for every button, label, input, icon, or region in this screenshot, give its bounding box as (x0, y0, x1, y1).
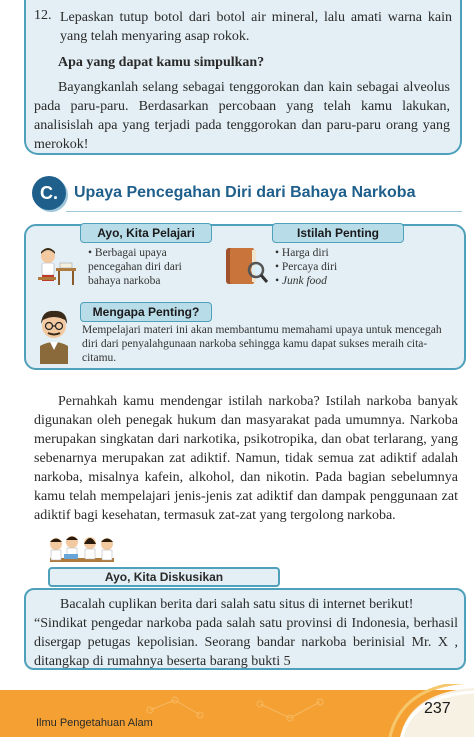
step-number: 12. (34, 8, 52, 23)
conclusion-heading: Apa yang dapat kamu simpulkan? (58, 55, 265, 70)
book-title: Ilmu Pengetahuan Alam (36, 717, 153, 729)
term-item: • Percaya diri (275, 260, 395, 274)
step-text: Lepaskan tutup botol dari botol air mineral, lalu amati warna kain yang telah menyaring asap rokok. (60, 10, 452, 44)
why-text: Mempelajari materi ini akan membantumu memahami upaya untuk mencegah diri dari penyalahgunaan narkoba sehingga kamu dapat sukses meraih cita-citamu. (82, 324, 442, 364)
why-tab: Mengapa Penting? (80, 302, 212, 322)
discussion-lead: Bacalah cuplikan berita dari salah satu situs di internet berikut! (60, 597, 414, 612)
section-badge: C. (32, 176, 66, 210)
term-item: • Junk food (275, 274, 395, 288)
terms-list (275, 246, 395, 288)
page-number: 237 (424, 700, 451, 717)
book-magnifier-icon (222, 244, 270, 288)
term-item: • Harga diri (275, 246, 395, 260)
discussion-quote: “Sindikat pengedar narkoba pada salah satu provinsi di Indonesia, berhasil disergap petugas kepolisian. Seorang bandar narkoba berinisial Mr. X , ditangkap di rumahnya beserta barang bukti 5 (34, 616, 458, 669)
students-discussion-icon (40, 532, 124, 572)
terms-tab: Istilah Penting (272, 223, 404, 243)
conclusion-body: Bayangkanlah selang sebagai tenggorokan dan kain sebagai alveolus pada paru-paru. Berdasarkan percobaan yang telah kamu lakukan, analisislah apa yang terjadi pada tenggorokan dan paru-paru orang yang merokok! (34, 80, 450, 152)
learn-tab: Ayo, Kita Pelajari (80, 223, 212, 243)
section-rule (66, 211, 462, 212)
student-study-icon (34, 244, 78, 288)
learn-item: • Berbagai upaya pencegahan diri dari bahaya narkoba (88, 246, 208, 288)
section-title: Upaya Pencegahan Diri dari Bahaya Narkoba (74, 184, 416, 201)
learn-list (88, 246, 208, 288)
teacher-icon (34, 306, 74, 364)
body-paragraph: Pernahkah kamu mendengar istilah narkoba? Istilah narkoba banyak digunakan oleh penegak hukum dan masyarakat pada umumnya. Narkoba merupakan singkatan dari narkotika, psikotropika, dan obat terlarang, yang sebenarnya merupakan zat adiktif. Namun, tidak semua zat adiktif adalah narkoba, misalnya kafein, alkohol, dan nikotin. Pada bagian sebelumnya kamu telah mempelajari jenis-jenis zat adiktif dan dampak penggunaan zat adiktif bagi kesehatan, termasuk zat-zat yang tergolong narkoba. (34, 394, 458, 523)
discussion-tab: Ayo, Kita Diskusikan (48, 567, 280, 587)
